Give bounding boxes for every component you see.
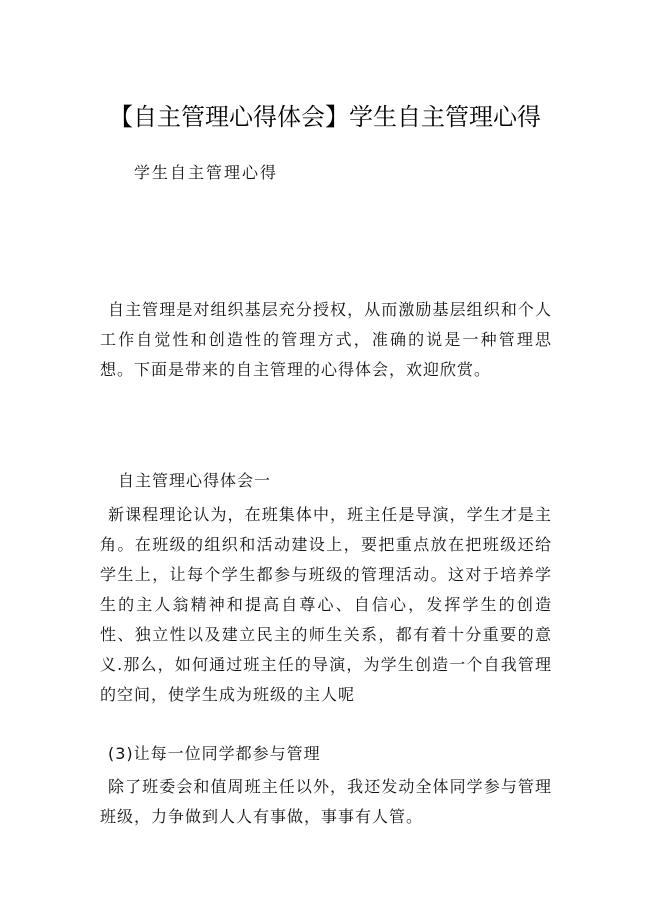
document-subtitle: 学生自主管理心得 bbox=[134, 163, 279, 182]
intro-paragraph: 自主管理是对组织基层充分授权，从而激励基层组织和个人工作自觉性和创造性的管理方式，准确的说是一种管理思想。下面是带来的自主管理的心得体会，欢迎欣赏。 bbox=[100, 300, 552, 379]
section-heading: 自主管理心得体会一 bbox=[118, 471, 272, 490]
item-heading: (3)让每一位同学都参与管理 bbox=[108, 744, 321, 763]
document-title: 【自主管理心得体会】学生自主管理心得 bbox=[109, 103, 541, 131]
item-paragraph: 除了班委会和值周班主任以外，我还发动全体同学参与管理班级，力争做到人人有事做，事事有人管。 bbox=[100, 777, 552, 826]
section-paragraph: 新课程理论认为，在班集体中，班主任是导演，学生才是主角。在班级的组织和活动建设上，要把重点放在把班级还给学生上，让每个学生都参与班级的管理活动。这对于培养学生的主人翁精神和提高自尊心、自信心，发挥学生的创造性、独立性以及建立民主的师生关系，都有着十分重要的意义.那么，如何通过班主任的导演，为学生创造一个自我管理的空间，使学生成为班级的主人呢 bbox=[100, 505, 552, 704]
